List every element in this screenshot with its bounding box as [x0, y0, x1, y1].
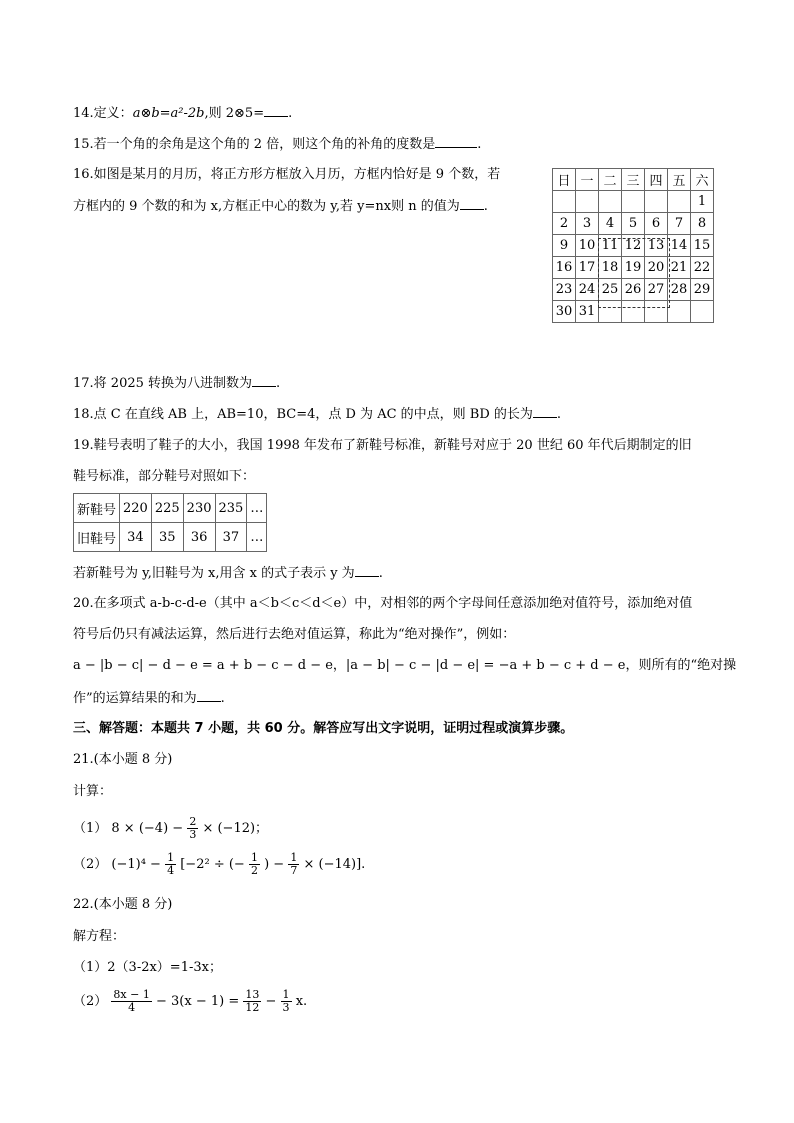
calendar-header-cell: 四 [645, 169, 668, 191]
denominator: 3 [282, 1001, 290, 1014]
question-19-line1: 19.鞋号表明了鞋子的大小，我国 1998 年发布了新鞋号标准，新鞋号对应于 20 世纪 60 年代后期制定的旧 [73, 438, 692, 453]
q18-text: 18.点 C 在直线 AB 上，AB=10，BC=4，点 D 为 AC 的中点，则 BD 的长为 [73, 407, 533, 422]
q21-p1-text: （1） 8 × (−4) − [73, 821, 184, 836]
question-20-line1: 20.在多项式 a-b-c-d-e（其中 a＜b＜c＜d＜e）中，对相邻的两个字母间任意添加绝对值符号，添加绝对值 [73, 596, 693, 611]
question-21-prompt: 计算： [73, 784, 113, 799]
calendar-cell: 7 [668, 213, 691, 235]
question-22-part1: （1）2（3-2x）=1-3x； [73, 960, 222, 975]
q14-expression: a⊗b=a²-2b [132, 106, 205, 121]
answer-blank [533, 405, 557, 418]
numerator: 1 [167, 851, 175, 864]
q19-tail: . [378, 566, 383, 581]
shoe-row-new [74, 494, 267, 523]
denominator: 12 [245, 1001, 260, 1014]
shoe-cell: 230 [183, 494, 215, 523]
question-20-line4 [73, 689, 225, 708]
q22-p2-text: x. [295, 994, 308, 1009]
calendar-cell: 13 [645, 235, 668, 257]
question-20-line2: 符号后仍只有减法运算，然后进行去绝对值运算，称此为“绝对操作”，例如： [73, 627, 516, 642]
calendar-cell: 12 [622, 235, 645, 257]
calendar-header-cell: 二 [599, 169, 622, 191]
calendar-cell: 3 [576, 213, 599, 235]
denominator: 4 [167, 864, 175, 877]
calendar-row [553, 191, 714, 213]
calendar-cell: 9 [553, 235, 576, 257]
calendar-cell [668, 301, 691, 323]
q21-p2-text: ) − [264, 857, 285, 872]
question-17 [73, 374, 280, 393]
calendar-header-row [553, 169, 714, 191]
dashed-square-frame [598, 238, 670, 308]
fraction [243, 989, 261, 1014]
calendar-cell: 25 [599, 279, 622, 301]
calendar-cell [645, 191, 668, 213]
question-22-part2 [73, 988, 307, 1016]
q14-text: ,则 2⊗5= [204, 106, 265, 121]
q21-p2-text: [−2² ÷ (− [180, 857, 245, 872]
q21-p2-text: （2） (−1)⁴ − [73, 857, 161, 872]
answer-blank [460, 197, 484, 210]
question-16-line2 [73, 197, 488, 216]
calendar-cell [599, 191, 622, 213]
calendar-cell: 28 [668, 279, 691, 301]
shoe-cell: 35 [151, 523, 183, 552]
calendar-cell: 4 [599, 213, 622, 235]
calendar-cell: 24 [576, 279, 599, 301]
q17-text: 17.将 2025 转换为八进制数为 [73, 376, 253, 391]
fraction [165, 852, 176, 877]
shoe-row-old [74, 523, 267, 552]
question-22-prompt: 解方程： [73, 929, 126, 944]
calendar-cell: 5 [622, 213, 645, 235]
calendar-cell [622, 191, 645, 213]
calendar-cell: 27 [645, 279, 668, 301]
fraction [288, 852, 299, 877]
shoe-cell: … [247, 494, 267, 523]
numerator: 1 [250, 851, 258, 864]
section-3-heading: 三、解答题：本题共 7 小题，共 60 分。解答应写出文字说明，证明过程或演算步骤。 [73, 721, 574, 736]
question-22-head: 22.(本小题 8 分) [73, 897, 173, 912]
answer-blank [435, 135, 477, 148]
q22-p2-text: （2） [73, 994, 108, 1009]
question-21-part2 [73, 851, 365, 879]
q22-p2-text: − 3(x − 1) = [155, 994, 240, 1009]
question-19-line3 [73, 564, 383, 583]
numerator: 8x − 1 [113, 988, 150, 1001]
calendar-cell: 11 [599, 235, 622, 257]
question-20-line3: a − |b − c| − d − e = a + b − c − d − e，|a − b| − c − |d − e| = −a + b − c + d − e，则所有的“绝对操 [73, 658, 737, 673]
calendar-cell: 31 [576, 301, 599, 323]
calendar-cell: 30 [553, 301, 576, 323]
q22-p2-text: − [265, 994, 277, 1009]
numerator: 2 [189, 815, 197, 828]
q21-p1-text: × (−12)； [202, 821, 269, 836]
fraction [111, 989, 151, 1014]
calendar-header-cell: 一 [576, 169, 599, 191]
answer-blank [264, 104, 288, 117]
question-19-line2: 鞋号标准，部分鞋号对照如下： [73, 469, 256, 484]
calendar-header-cell: 六 [691, 169, 714, 191]
q16-tail: . [483, 199, 488, 214]
calendar-cell: 1 [691, 191, 714, 213]
fraction [249, 852, 260, 877]
denominator: 4 [128, 1001, 136, 1014]
shoe-cell: 37 [215, 523, 247, 552]
calendar-cell: 14 [668, 235, 691, 257]
calendar-cell: 22 [691, 257, 714, 279]
shoe-cell: 225 [151, 494, 183, 523]
q21-p2-text: × (−14)]. [303, 857, 366, 872]
q15-tail: . [477, 137, 482, 152]
shoe-cell: 旧鞋号 [74, 523, 120, 552]
numerator: 1 [282, 988, 290, 1001]
shoe-cell: … [247, 523, 267, 552]
fraction [281, 989, 292, 1014]
q16-text: 方框内的 9 个数的和为 x,方框正中心的数为 y,若 y=nx则 n 的值为 [73, 199, 460, 214]
question-21-head: 21.(本小题 8 分) [73, 752, 173, 767]
question-21-part1 [73, 815, 268, 843]
calendar-cell: 19 [622, 257, 645, 279]
answer-blank [252, 374, 276, 387]
question-15 [73, 135, 481, 154]
q18-tail: . [556, 407, 562, 422]
answer-blank [197, 689, 221, 702]
calendar-cell: 10 [576, 235, 599, 257]
calendar-cell: 18 [599, 257, 622, 279]
denominator: 3 [189, 828, 197, 841]
shoe-cell: 220 [120, 494, 152, 523]
calendar-header-cell: 五 [668, 169, 691, 191]
denominator: 2 [250, 864, 258, 877]
q15-text: 15.若一个角的余角是这个角的 2 倍，则这个角的补角的度数是 [73, 137, 436, 152]
shoe-cell: 235 [215, 494, 247, 523]
q14-label: 14.定义： [73, 106, 133, 121]
calendar-cell [691, 301, 714, 323]
calendar-cell [553, 191, 576, 213]
answer-blank [355, 564, 379, 577]
calendar-cell: 16 [553, 257, 576, 279]
shoe-cell: 36 [183, 523, 215, 552]
denominator: 7 [290, 864, 298, 877]
calendar-cell [576, 191, 599, 213]
calendar-cell: 17 [576, 257, 599, 279]
calendar-cell: 29 [691, 279, 714, 301]
question-16-line1: 16.如图是某月的月历，将正方形方框放入月历，方框内恰好是 9 个数，若 [73, 167, 501, 182]
numerator: 1 [290, 851, 298, 864]
q17-tail: . [276, 376, 281, 391]
calendar-cell: 8 [691, 213, 714, 235]
q20-tail: . [220, 691, 225, 706]
question-14 [73, 104, 292, 123]
calendar-cell: 6 [645, 213, 668, 235]
numerator: 13 [245, 988, 260, 1001]
q19-text: 若新鞋号为 y,旧鞋号为 x,用含 x 的式子表示 y 为 [73, 566, 355, 581]
calendar-header-cell: 日 [553, 169, 576, 191]
calendar-cell: 15 [691, 235, 714, 257]
q20-text: 作”的运算结果的和为 [73, 691, 197, 706]
calendar-cell [668, 191, 691, 213]
question-18 [73, 405, 561, 424]
calendar-cell: 23 [553, 279, 576, 301]
q14-tail: . [288, 106, 293, 121]
calendar-cell: 20 [645, 257, 668, 279]
shoe-cell: 34 [120, 523, 152, 552]
calendar-cell: 21 [668, 257, 691, 279]
calendar-cell: 26 [622, 279, 645, 301]
shoe-size-table [73, 493, 267, 552]
shoe-cell: 新鞋号 [74, 494, 120, 523]
calendar-header-cell: 三 [622, 169, 645, 191]
calendar-cell: 2 [553, 213, 576, 235]
fraction [187, 816, 198, 841]
calendar-row [553, 213, 714, 235]
